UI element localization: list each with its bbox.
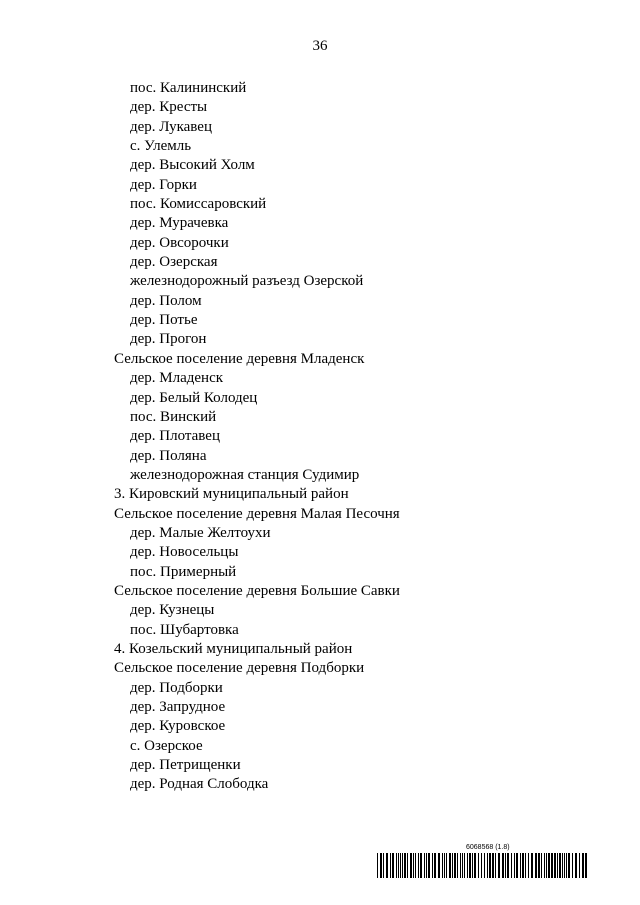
barcode-bar (478, 853, 479, 878)
barcode-bar (528, 853, 529, 878)
barcode-code: 6068568 (1.8) (466, 844, 510, 851)
list-item: дер. Горки (130, 176, 197, 193)
barcode-image (376, 853, 590, 878)
list-item: пос. Калининский (130, 80, 247, 96)
barcode-bar (464, 853, 465, 878)
list-item: дер. Младенск (130, 370, 224, 387)
list-item: дер. Плотавец (130, 428, 220, 445)
list-item: дер. Кузнецы (130, 602, 215, 619)
barcode-bar (548, 853, 550, 878)
barcode-bar (559, 853, 561, 878)
barcode-bar (415, 853, 416, 878)
barcode-bar (424, 853, 425, 878)
barcode-bar (585, 853, 587, 878)
list-item: дер. Мурачевка (130, 215, 229, 232)
barcode-bar (535, 853, 537, 878)
barcode-bar (457, 853, 458, 878)
barcode-bar (396, 853, 397, 878)
list-item: дер. Родная Слободка (130, 776, 269, 793)
barcode-bar (407, 853, 408, 878)
barcode-bar (502, 853, 504, 878)
section-heading: Сельское поселение деревня Подборки (114, 660, 365, 677)
list-item: дер. Запрудное (130, 699, 226, 715)
barcode-bar (566, 853, 567, 878)
list-item: дер. Белый Колодец (130, 389, 258, 406)
barcode-bar (410, 853, 412, 878)
list-item: дер. Подборки (130, 679, 223, 696)
list-item: дер. Кресты (130, 99, 208, 116)
list-item: с. Улемль (130, 138, 192, 155)
barcode-bar (505, 853, 506, 878)
barcode-bar (498, 853, 500, 878)
barcode-bar (546, 853, 547, 878)
list-item: дер. Высокий Холм (130, 157, 255, 174)
barcode-bar (460, 853, 461, 878)
barcode-bar (474, 853, 476, 878)
barcode-bar (377, 853, 378, 878)
list-item: дер. Куровское (130, 718, 226, 735)
barcode-bar (434, 853, 436, 878)
section-heading: Сельское поселение деревня Младенск (114, 350, 365, 367)
list-item: дер. Лукавец (130, 118, 212, 135)
barcode-bar (454, 853, 456, 878)
list-item: дер. Озерская (130, 254, 218, 271)
barcode-bar (446, 853, 447, 878)
barcode-bar (538, 853, 540, 878)
list-item: пос. Примерный (130, 563, 237, 580)
barcode-bar (400, 853, 401, 878)
barcode-bar (507, 853, 509, 878)
barcode-bar (572, 853, 573, 878)
barcode-bar (428, 853, 430, 878)
list-item: железнодорожный разъезд Озерской (130, 273, 364, 290)
list-item: дер. Петрищенки (130, 757, 241, 774)
barcode-bar (579, 853, 580, 878)
barcode-bar (541, 853, 542, 878)
barcode-bar (531, 853, 533, 878)
list-item: дер. Малые Желтоухи (130, 524, 271, 541)
barcode-bar (380, 853, 382, 878)
barcode-bar (564, 853, 565, 878)
barcode-bar (386, 853, 388, 878)
barcode-bar (383, 853, 384, 878)
list-item: дер. Потье (130, 312, 198, 329)
barcode-bar (438, 853, 440, 878)
list-item: железнодорожная станция Судимир (130, 466, 360, 483)
barcode-bar (492, 853, 494, 878)
barcode-bar (551, 853, 553, 878)
barcode-bar (432, 853, 433, 878)
barcode-bar (514, 853, 515, 878)
barcode-bar (426, 853, 427, 878)
barcode-bar (582, 853, 584, 878)
barcode-bar (392, 853, 394, 878)
barcode-bar (449, 853, 451, 878)
barcode-bar (575, 853, 577, 878)
list-item: пос. Комиссаровский (130, 196, 267, 213)
barcode-bar (462, 853, 463, 878)
barcode-block (376, 844, 590, 878)
section-heading: 3. Кировский муниципальный район (114, 486, 349, 503)
barcode-bar (452, 853, 453, 878)
list-item: дер. Полом (130, 292, 202, 309)
section-heading: Сельское поселение деревня Малая Песочня (114, 505, 400, 522)
barcode-bar (554, 853, 556, 878)
barcode-bar (472, 853, 473, 878)
list-item: дер. Новосельцы (130, 544, 239, 561)
barcode-bar (467, 853, 468, 878)
barcode-bar (390, 853, 391, 878)
section-heading: Сельское поселение деревня Большие Савки (114, 582, 400, 599)
barcode-bar (442, 853, 443, 878)
barcode-bar (404, 853, 406, 878)
barcode-bar (484, 853, 485, 878)
barcode-bar (469, 853, 471, 878)
barcode-bar (562, 853, 563, 878)
list-item: пос. Винский (130, 408, 217, 425)
barcode-bar (525, 853, 526, 878)
barcode-bar (418, 853, 419, 878)
barcode-bar (511, 853, 512, 878)
barcode-bar (487, 853, 488, 878)
barcode-bar (557, 853, 558, 878)
barcode-bar (489, 853, 491, 878)
barcode-bar (413, 853, 414, 878)
section-heading: 4. Козельский муниципальный район (114, 640, 353, 657)
barcode-bar (420, 853, 422, 878)
barcode-bar (444, 853, 445, 878)
barcode-bar (522, 853, 524, 878)
barcode-bar (544, 853, 545, 878)
barcode-bar (516, 853, 518, 878)
list-item: пос. Шубартовка (130, 621, 239, 638)
barcode-bar (520, 853, 521, 878)
barcode-bar (402, 853, 403, 878)
list-item: дер. Овсорочки (130, 234, 229, 251)
page-number: 36 (312, 38, 328, 54)
barcode-bar (495, 853, 496, 878)
list-item: дер. Прогон (130, 331, 207, 348)
list-item: с. Озерское (130, 737, 203, 754)
barcode-bar (398, 853, 399, 878)
list-item: дер. Поляна (130, 447, 207, 464)
barcode-bar (568, 853, 570, 878)
settlement-list (114, 79, 400, 795)
barcode-bar (481, 853, 482, 878)
